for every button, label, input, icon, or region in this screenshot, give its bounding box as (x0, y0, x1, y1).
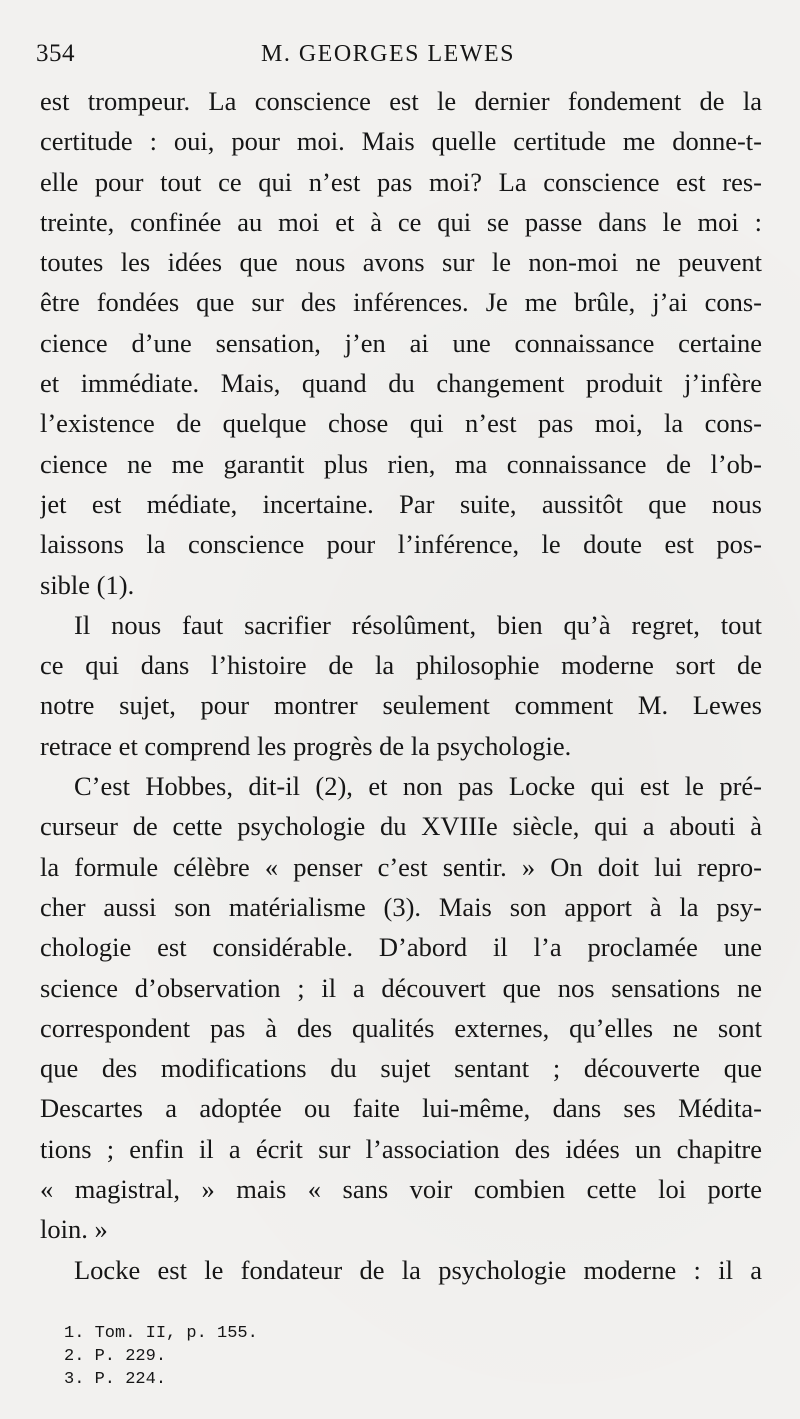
footnote: 3. P. 224. (64, 1370, 167, 1389)
text-line: notre sujet, pour montrer seulement comment M. Lewes (40, 690, 762, 721)
page-number: 354 (36, 40, 75, 67)
footnotes (64, 1322, 464, 1391)
text-line: science d’observation ; il a découvert que nos sensations ne (40, 972, 762, 1003)
running-head: M. GEORGES LEWES (261, 41, 515, 67)
text-line: certitude : oui, pour moi. Mais quelle certitude me donne-t- (40, 126, 762, 157)
text-line: laissons la conscience pour l’inférence, le doute est pos- (40, 529, 762, 560)
text-line: tions ; enfin il a écrit sur l’association des idées un chapitre (40, 1133, 762, 1164)
page-header (36, 40, 766, 74)
text-line: jet est médiate, incertaine. Par suite, aussitôt que nous (40, 488, 762, 519)
text-line: et immédiate. Mais, quand du changement produit j’infère (40, 368, 762, 399)
text-line: est trompeur. La conscience est le dernier fondement de la (40, 86, 762, 116)
text-line: correspondent pas à des qualités externes, qu’elles ne sont (40, 1012, 762, 1043)
body-text (40, 81, 762, 1290)
text-line: C’est Hobbes, dit-il (2), et non pas Locke qui est le pré- (74, 771, 762, 802)
text-line: chologie est considérable. D’abord il l’a proclamée une (40, 932, 762, 963)
paragraph (40, 81, 762, 605)
footnote: 2. P. 229. (64, 1347, 167, 1366)
text-line: retrace et comprend les progrès de la psychologie. (40, 730, 572, 761)
text-line: « magistral, » mais « sans voir combien cette loi porte (40, 1174, 762, 1205)
paragraph (40, 766, 762, 1250)
text-line: cience d’une sensation, j’en ai une connaissance certaine (40, 327, 762, 358)
text-line: Locke est le fondateur de la psychologie moderne : il a (74, 1254, 762, 1285)
text-line: toutes les idées que nous avons sur le non-moi ne peuvent (40, 247, 762, 278)
text-line: curseur de cette psychologie du XVIIIe siècle, qui a abouti à (40, 811, 762, 842)
text-line: sible (1). (40, 569, 135, 600)
text-line: la formule célèbre « penser c’est sentir. » On doit lui repro- (40, 851, 762, 882)
paragraph (40, 605, 762, 766)
text-line: cher aussi son matérialisme (3). Mais son apport à la psy- (40, 891, 762, 922)
text-line: Descartes a adoptée ou faite lui-même, dans ses Médita- (40, 1093, 762, 1124)
text-line: l’existence de quelque chose qui n’est pas moi, la cons- (40, 408, 762, 439)
text-line: ce qui dans l’histoire de la philosophie moderne sort de (40, 650, 762, 681)
text-line: elle pour tout ce qui n’est pas moi? La conscience est res- (40, 166, 762, 197)
text-line: que des modifications du sujet sentant ; découverte que (40, 1053, 762, 1084)
text-line: loin. » (40, 1214, 108, 1245)
text-line: cience ne me garantit plus rien, ma connaissance de l’ob- (40, 448, 762, 479)
paragraph (40, 1250, 762, 1290)
text-line: Il nous faut sacrifier résolûment, bien qu’à regret, tout (74, 609, 762, 640)
footnote: 1. Tom. II, p. 155. (64, 1324, 258, 1343)
text-line: treinte, confinée au moi et à ce qui se passe dans le moi : (40, 206, 762, 237)
text-line: être fondées que sur des inférences. Je me brûle, j’ai cons- (40, 287, 762, 318)
